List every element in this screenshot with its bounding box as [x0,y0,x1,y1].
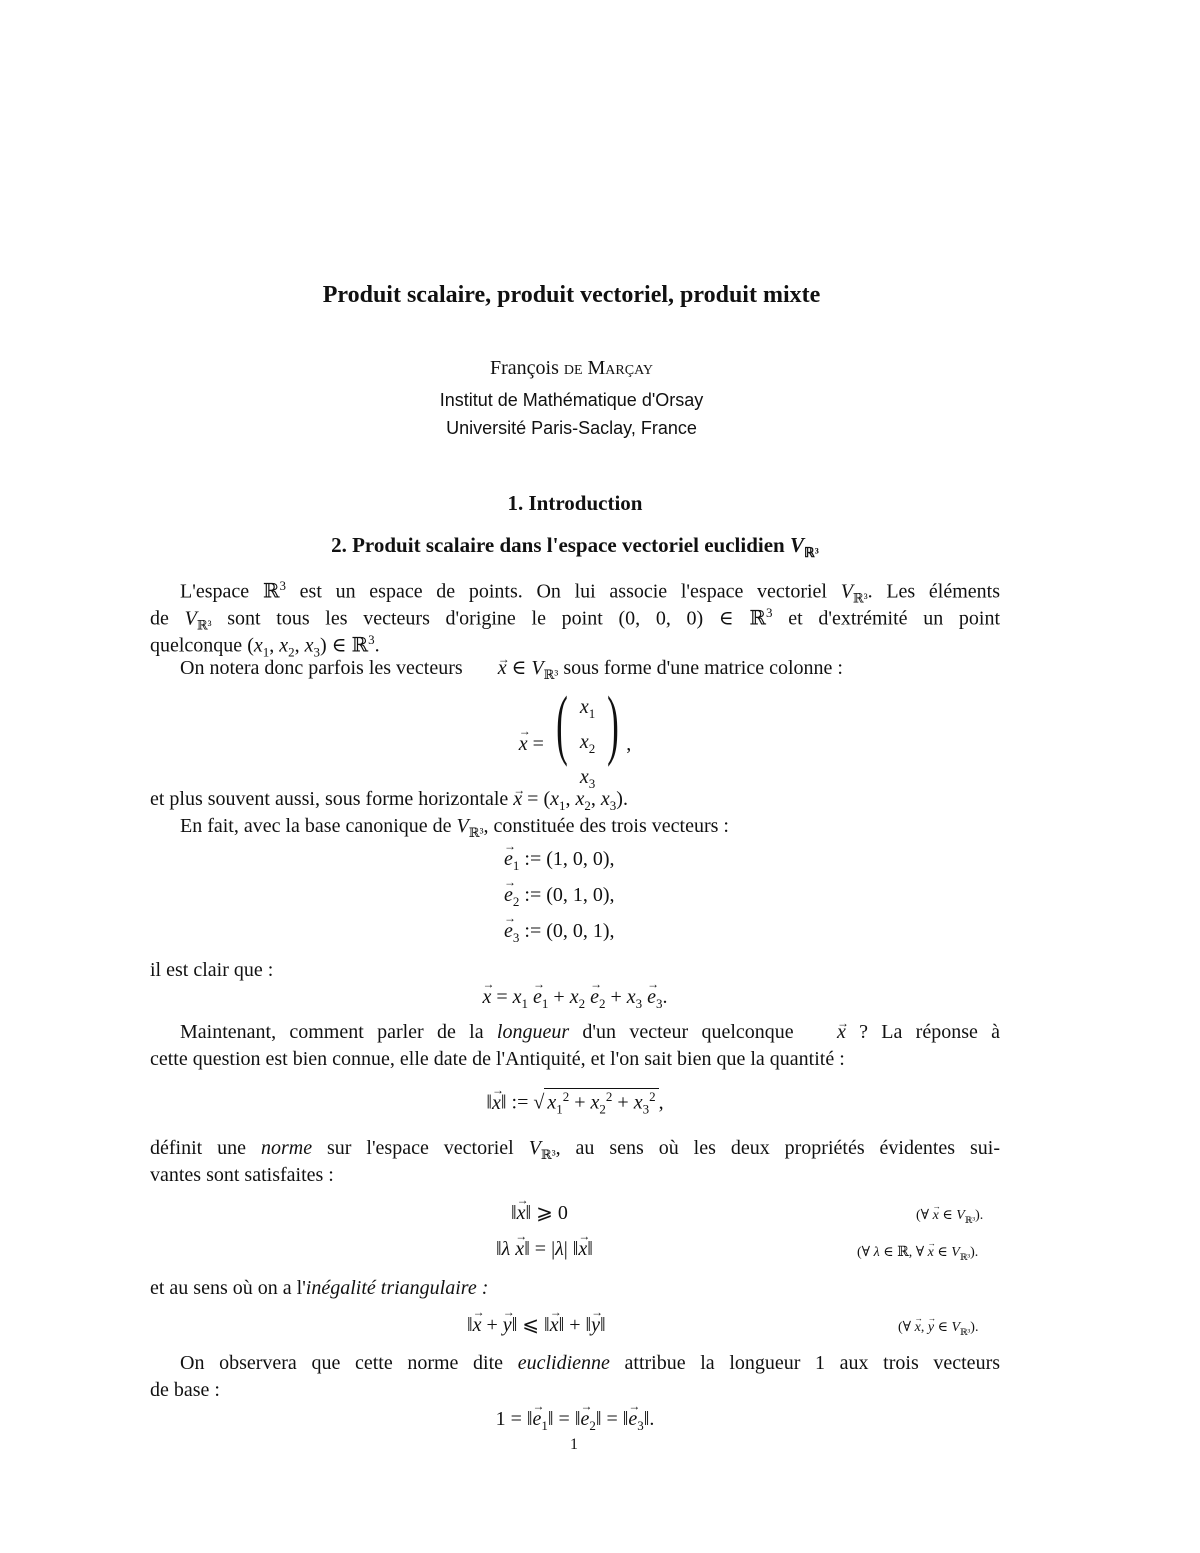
triangle-inequality: ‖→ x + → y‖ ⩽ ‖→ x‖ + ‖→ y‖ [467,1312,606,1337]
affiliation-institute: Institut de Mathématique d'Orsay [439,390,704,410]
paragraph-1-line-2: de $V_{ℝ^3}$ sont tous les vecteurs d'origine le point (0, 0, 0) ∈ ℝ$^3$ et d'extrémité un point [150,605,1001,633]
triangle-inequality-label: (∀ → x, → y ∈ $V_{ℝ^3}$). [898,1319,978,1338]
norm-definition: ‖→ x‖ := √ $x_1^2 + x_2^2 + x_3^2$ , [150,1088,1000,1118]
page-number: 1 [570,1436,578,1453]
paragraph-1-line-3: quelconque ($x_1$, $x_2$, $x_3$) ∈ ℝ$^3$. [150,632,380,660]
section-1-heading: 1. Introduction [507,491,643,515]
paragraph-7-line-2: vantes sont satisfaites : [150,1164,334,1186]
paragraph-6: Maintenant, comment parler de la longueur d'un vecteur quelconque → x ? La réponse à [150,1019,1000,1046]
paper-title: Produit scalaire, produit vectoriel, produit mixte [322,282,821,308]
paragraph-2: On notera donc parfois les vecteurs → x ∈ $V_{ℝ^3}$ sous forme d'une matrice colonne : [150,655,1000,688]
column-vector-equation: → x = ( $x_1$ $x_2$ $x_3$ ) , [150,685,1000,798]
paragraph-4: En fait, avec la base canonique de $V_{ℝ^3}$, constituée des trois vecteurs : [180,815,729,840]
paragraph-6-line-2: cette question est bien connue, elle date de l'Antiquité, et l'on sait bien que la quantité : [150,1048,845,1070]
decomposition-equation: → $x = x_1 \to e_1 + x_2 \to e_2 + x_3 \to e_3$. [150,986,1000,1012]
paragraph-3: et plus souvent aussi, sous forme horizontale → $x = (x_1$, $x_2$, $x_3$). [150,786,1000,819]
author: François de Marçay [489,357,654,379]
basis-e3: → $e_3$ := (0, 0, 1), [504,920,615,946]
paragraph-1: L'espace ℝ$^3$ est un espace de points. On lui associe l'espace vectoriel $V_{ℝ^3}$. Les éléments [180,578,1000,606]
paragraph-5: il est clair que : [150,959,274,981]
norm-positive-label: (∀ → x ∈ $V_{ℝ^3}$). [916,1207,983,1226]
unit-basis-equation: 1 = ‖→ $e_1‖$ = ‖→ $e_2‖$ = ‖→ $e_3‖$. [150,1408,1000,1434]
paragraph-9: On observera que cette norme dite euclidienne attribue la longueur 1 aux trois vecteurs [180,1352,1001,1374]
affiliation-university: Université Paris-Saclay, France [446,418,697,438]
paragraph-7: définit une norme sur l'espace vectoriel $V_{ℝ^3}$, au sens où les deux propriétés évidentes sui- [150,1137,1001,1162]
paragraph-9-line-2: de base : [150,1379,220,1401]
section-2-heading: 2. Produit scalaire dans l'espace vectoriel euclidien $V_{ℝ^3}$ [331,533,819,561]
basis-e2: → $e_2$ := (0, 1, 0), [504,884,615,910]
basis-e1: → $e_1$ := (1, 0, 0), [504,848,615,874]
norm-positive: ‖→ x‖ ⩾ 0 [511,1200,568,1225]
paragraph-8: et au sens où on a l'inégalité triangulaire : [150,1277,489,1299]
norm-homogeneity: ‖λ → x‖ = |λ| ‖→ x‖ [496,1238,593,1261]
norm-homogeneity-label: (∀ λ ∈ ℝ, ∀ → x ∈ $V_{ℝ^3}$). [857,1244,978,1263]
